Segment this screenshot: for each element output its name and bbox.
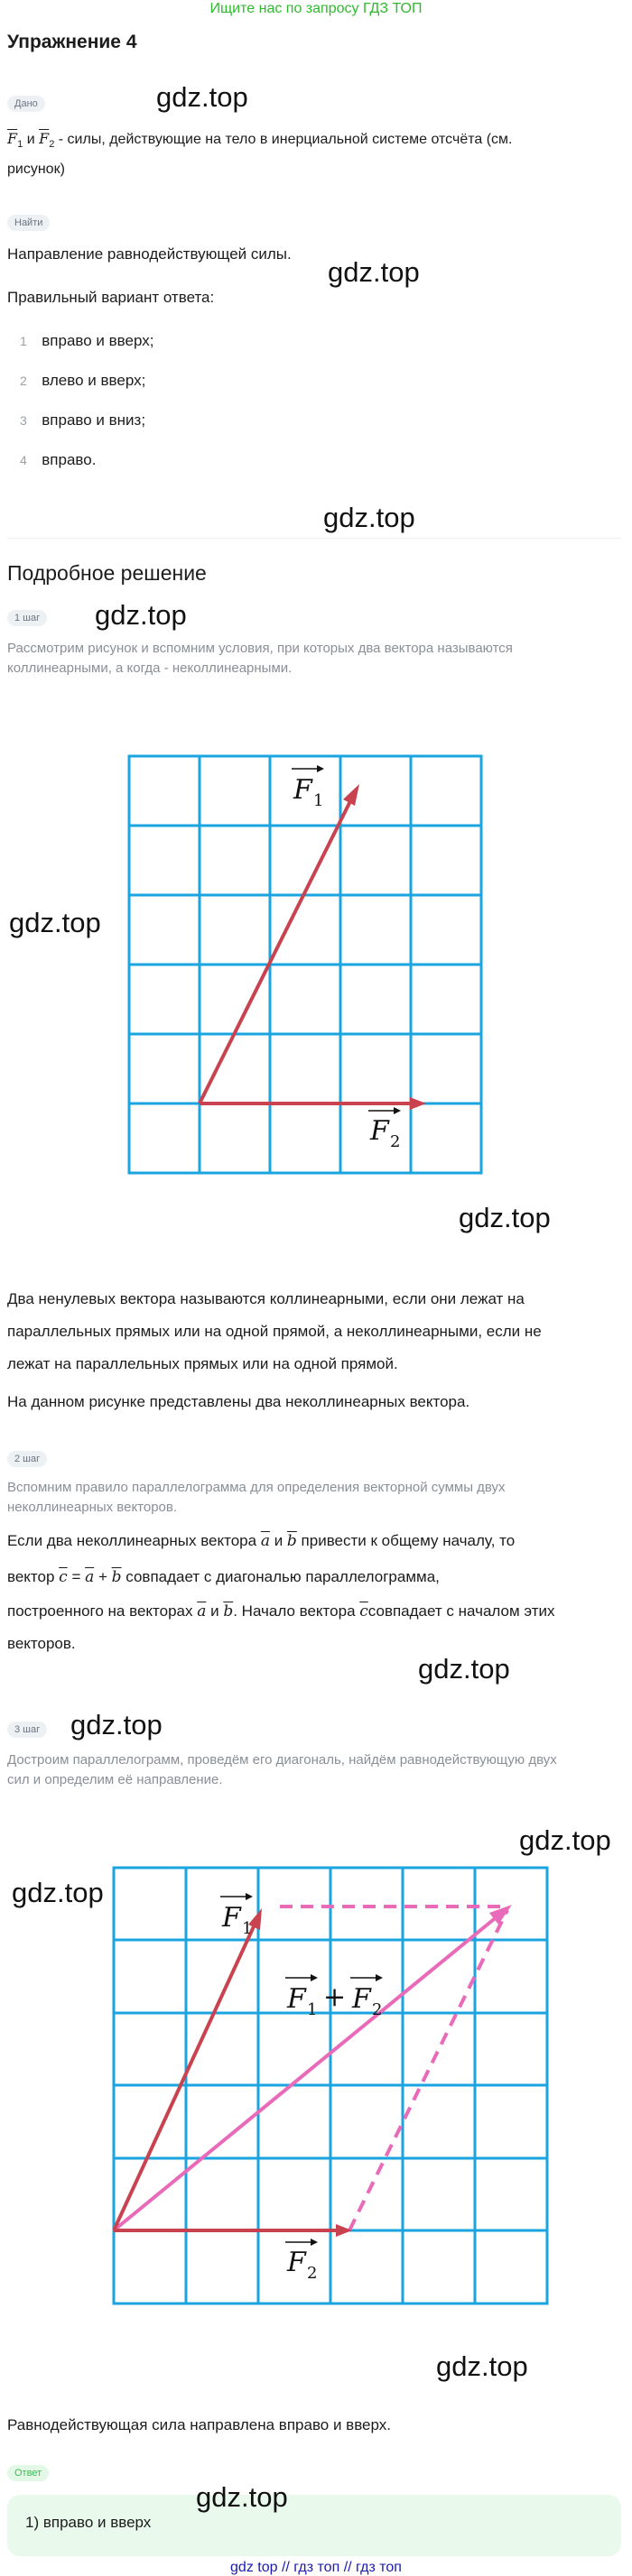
divider [7,538,621,539]
step-3-chip: 3 шаг [7,1722,47,1738]
vector-c: $\overline{c}$ [359,1602,368,1620]
vector-b: $\overline{b}$ [286,1532,297,1550]
watermark: gdz.top [70,1709,163,1740]
watermark: gdz.top [436,2350,528,2382]
svg-text:F: F [352,1983,371,2015]
watermark: gdz.top [459,1202,551,1233]
step-2-chip: 2 шаг [7,1451,47,1467]
svg-text:2: 2 [307,2264,318,2283]
step-1-note-2: коллинеарными, а когда - неколлинеарными. [7,660,293,676]
option-number: 4 [20,453,27,467]
svg-text:2: 2 [390,1132,401,1151]
label-f1 [292,765,324,810]
step-1-p3: лежат на параллельных прямых или на одной прямой. [7,1355,398,1372]
vector-b: $\overline{b}$ [223,1602,234,1620]
step-2-line-3 [7,1595,554,1628]
vector-f1-arrow [114,1908,262,2230]
given-line-1 [7,123,513,161]
step-1-note-1: Рассмотрим рисунок и вспомним условия, при которых два вектора называются [7,641,513,656]
step-3-conclusion: Равнодействующая сила направлена вправо и вверх. [7,2416,391,2433]
resultant-vector-arrow [114,1905,512,2230]
text-fragment: Если два неколлинеарных вектора [7,1532,257,1549]
text-fragment: . Начало вектора [233,1602,356,1620]
answer-text: 1) вправо и вверх [25,2514,152,2531]
text-fragment: и [274,1532,283,1549]
vector-f2-arrow [114,2224,352,2237]
given-rest: - силы, действующие на тело в инерциальной системе отсчёта (см. [58,132,513,147]
label-f2 [368,1107,401,1151]
top-banner[interactable]: Ищите нас по запросу ГДЗ ТОП [209,1,423,16]
given-line-2: рисунок) [7,162,65,177]
step-1-p1: Два ненулевых вектора называются коллинеарными, если они лежат на [7,1290,525,1307]
option-number: 2 [20,374,27,388]
step-1-p4: На данном рисунке представлены два неколлинеарных вектора. [7,1393,470,1410]
option-4 [20,451,96,469]
watermark: gdz.top [156,81,248,113]
plus-sign: + [98,1568,107,1585]
watermark: gdz.top [95,599,187,631]
option-text: вправо и вверх; [42,332,154,349]
step-2-line-2 [7,1561,440,1593]
text-fragment: вектор [7,1568,55,1585]
option-text: влево и вверх; [42,372,146,389]
svg-text:1: 1 [242,1919,253,1938]
svg-text:2: 2 [372,2000,383,2019]
watermark: gdz.top [328,256,420,288]
equals-sign: = [71,1568,81,1585]
option-1 [20,332,153,350]
watermark: gdz.top [9,907,101,938]
option-text: вправо. [42,451,97,468]
step-1-chip: 1 шаг [7,610,47,626]
svg-text:1: 1 [313,791,324,810]
watermark: gdz.top [196,2481,288,2513]
svg-text:1: 1 [307,2000,318,2019]
svg-text:F: F [293,774,312,806]
text-fragment: и [210,1602,219,1620]
vector-f2-arrow [200,1097,426,1110]
given-chip: Дано [7,96,45,112]
vector-c: $\overline{c}$ [59,1568,68,1586]
option-number: 3 [20,413,27,428]
vector-b: $\overline{b}$ [111,1568,122,1586]
step-3-note-1: Достроим параллелограмм, проведём его диагональ, найдём равнодействующую двух [7,1752,557,1768]
svg-text:F: F [287,2247,306,2278]
option-number: 1 [20,334,27,348]
figure-2-grid [110,1863,557,2313]
svg-text:+: + [323,1981,347,2013]
vector-a: $\overline{a}$ [197,1602,207,1620]
label-sum [285,1974,383,2019]
option-text: вправо и вниз; [42,411,146,429]
figure-1-grid [126,753,488,1177]
label-f1 [220,1893,253,1938]
find-line-1: Направление равнодействующей силы. [7,245,292,263]
find-line-2: Правильный вариант ответа: [7,289,215,306]
page-title: Упражнение 4 [7,32,137,52]
vector-f2: $\overline{F}$ [39,130,50,147]
step-2-line-4: векторов. [7,1635,76,1652]
watermark: gdz.top [519,1824,611,1856]
grid-lines-1 [129,756,481,1173]
step-2-note-2: неколлинеарных векторов. [7,1500,178,1515]
watermark: gdz.top [418,1653,510,1685]
label-f2 [285,2239,318,2283]
option-2 [20,372,145,390]
vector-a: $\overline{a}$ [85,1568,95,1586]
svg-text:F: F [370,1115,389,1147]
solution-heading: Подробное решение [7,561,207,585]
text-fragment: совпадает с диагональю параллелограмма, [125,1568,440,1585]
vector-f1-arrow [200,784,359,1103]
vector-f2-sub: 2 [49,139,55,151]
text-fragment: совпадает с началом этих [367,1602,555,1620]
step-1-p2: параллельных прямых или на одной прямой, а неколлинеарными, если не [7,1323,542,1340]
option-3 [20,411,145,429]
footer-links[interactable]: gdz top // гдз топ // гдз топ [230,2560,402,2575]
watermark: gdz.top [323,502,415,533]
text-fragment: привести к общему началу, то [301,1532,516,1549]
given-and: и [26,132,35,147]
step-3-note-2: сил и определим её направление. [7,1772,223,1787]
svg-text:F: F [222,1902,241,1934]
vector-f1-sub: 1 [17,139,23,151]
watermark: gdz.top [12,1877,104,1908]
find-chip: Найти [7,215,50,231]
text-fragment: построенного на векторах [7,1602,193,1620]
vector-f1: $\overline{F}$ [7,130,18,147]
step-2-line-1 [7,1525,515,1557]
answer-chip: Ответ [7,2465,49,2481]
step-2-note-1: Вспомним правило параллелограмма для определения векторной суммы двух [7,1480,506,1495]
svg-text:F: F [287,1983,306,2015]
vector-a: $\overline{a}$ [260,1532,270,1550]
